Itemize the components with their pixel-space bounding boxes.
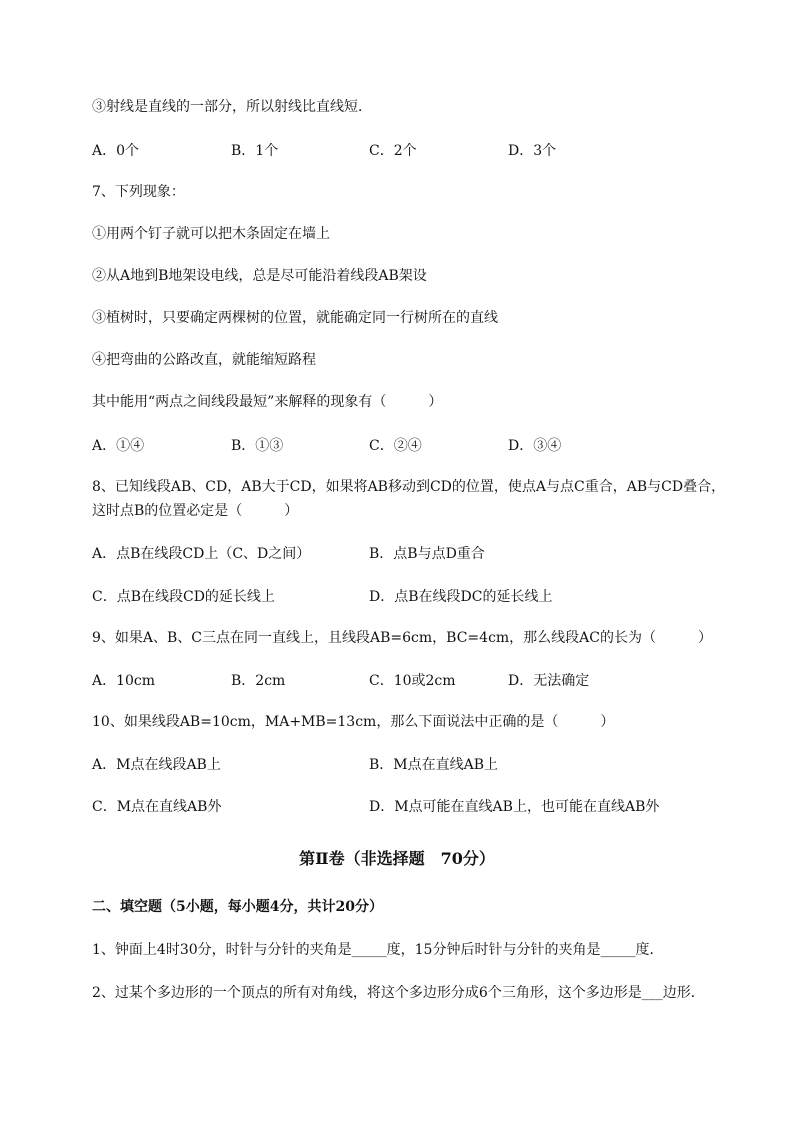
q7-item-1: ①用两个钉子就可以把木条固定在墙上 — [92, 226, 330, 242]
q7-stem: 7、下列现象： — [92, 184, 185, 200]
q8-option-d: D．点B在线段DC的延长线上 — [369, 589, 553, 605]
q10-stem: 10、如果线段AB=10cm，MA+MB=13cm，那么下面说法中正确的是（ ） — [92, 714, 615, 730]
q7-question: 其中能用“两点之间线段最短”来解释的现象有（ ） — [92, 394, 443, 410]
q8-stem-line-2: 这时点B的位置必定是（ ） — [92, 503, 299, 519]
q7-option-c: C．②④ — [369, 438, 422, 454]
q6-item-3: ③射线是直线的一部分，所以射线比直线短． — [92, 99, 372, 115]
q9-option-a: A．10cm — [92, 673, 156, 689]
q9-option-d: D．无法确定 — [508, 673, 590, 689]
q6-option-b: B．1个 — [231, 143, 279, 159]
q8-option-c: C．点B在线段CD的延长线上 — [92, 589, 275, 605]
q7-option-a: A．①④ — [92, 438, 145, 454]
q10-option-d: D．M点可能在直线AB上，也可能在直线AB外 — [369, 799, 660, 815]
q10-option-c: C．M点在直线AB外 — [92, 799, 222, 815]
q7-item-2: ②从A地到B地架设电线，总是尽可能沿着线段AB架设 — [92, 268, 427, 284]
fill-in-question-2: 2、过某个多边形的一个顶点的所有对角线，将这个多边形分成6个三角形，这个多边形是___边形． — [92, 985, 705, 1001]
q8-stem-line-1: 8、已知线段AB、CD，AB大于CD，如果将AB移动到CD的位置，使点A与点C重合，AB与CD叠合， — [92, 479, 726, 495]
q10-option-a: A．M点在线段AB上 — [92, 757, 221, 773]
q7-item-3: ③植树时，只要确定两棵树的位置，就能确定同一行树所在的直线 — [92, 310, 498, 326]
fill-in-question-1: 1、钟面上4时30分，时针与分针的夹角是_____度，15分钟后时针与分针的夹角是_____度． — [92, 942, 664, 958]
q9-option-b: B．2cm — [231, 673, 286, 689]
q6-option-a: A．0个 — [92, 143, 140, 159]
q6-option-c: C．2个 — [369, 143, 417, 159]
q7-item-4: ④把弯曲的公路改直，就能缩短路程 — [92, 352, 316, 368]
q9-option-c: C．10或2cm — [369, 673, 456, 689]
q7-option-d: D．③④ — [508, 438, 562, 454]
part-2-title: 第Ⅱ卷（非选择题 70分） — [299, 849, 495, 868]
q6-option-d: D．3个 — [508, 143, 557, 159]
section-fill-in-heading: 二、填空题（5小题，每小题4分，共计20分） — [92, 899, 383, 915]
q9-stem: 9、如果A、B、C三点在同一直线上，且线段AB=6cm，BC=4cm，那么线段AC的长为（ ） — [92, 630, 713, 646]
q8-option-b: B．点B与点D重合 — [369, 546, 485, 562]
q10-option-b: B．M点在直线AB上 — [369, 757, 499, 773]
q8-option-a: A．点B在线段CD上（C、D之间） — [92, 546, 311, 562]
q7-option-b: B．①③ — [231, 438, 284, 454]
